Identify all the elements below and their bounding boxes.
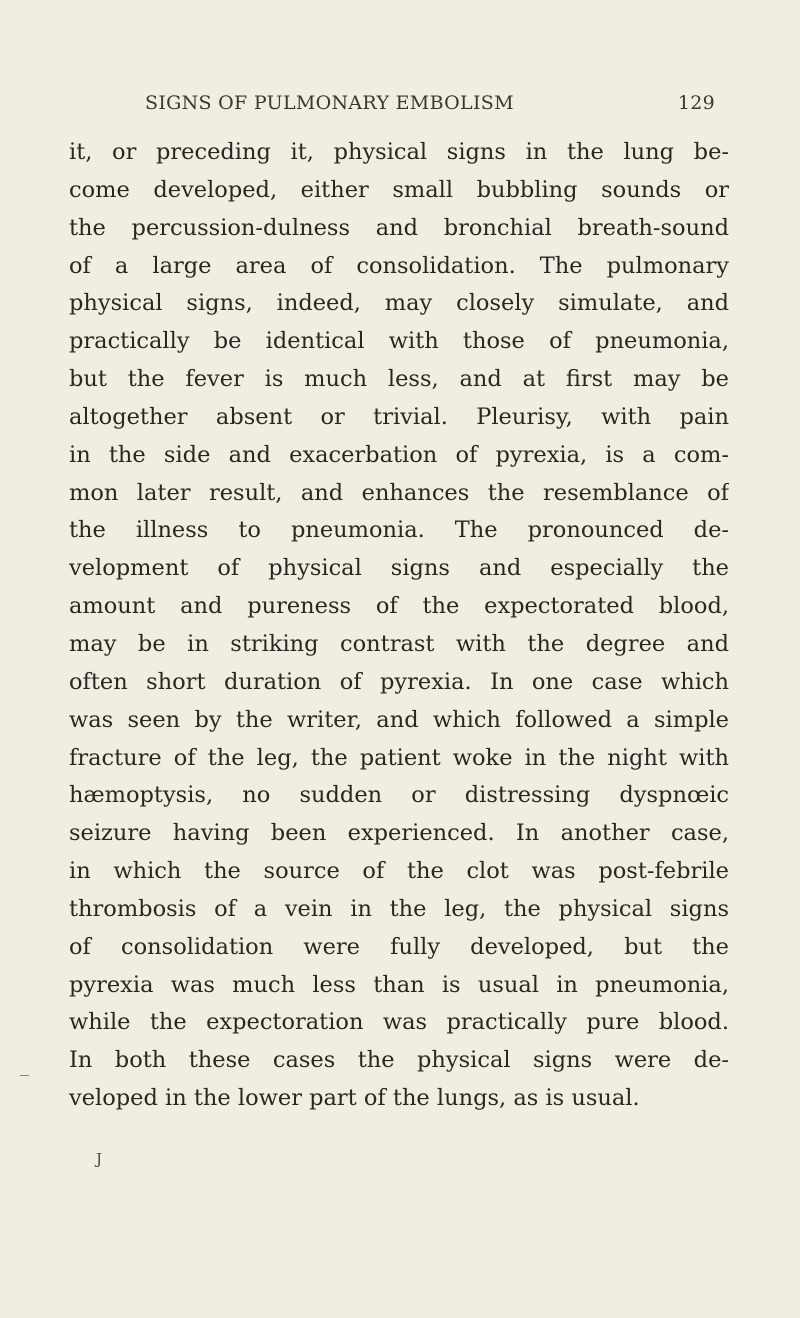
signature-mark: J bbox=[96, 1150, 103, 1168]
text-line: velopment of physical signs and especially the bbox=[69, 555, 729, 582]
running-title: SIGNS OF PULMONARY EMBOLISM bbox=[145, 92, 514, 114]
text-line: but the fever is much less, and at first may be bbox=[69, 366, 729, 393]
text-line: may be in striking contrast with the degree and bbox=[69, 630, 729, 657]
text-line: of consolidation were fully developed, but the bbox=[69, 933, 729, 960]
text-line: come developed, either small bubbling sounds or bbox=[69, 176, 729, 203]
text-line: mon later result, and enhances the resemblance of bbox=[69, 479, 729, 506]
text-line: while the expectoration was practically pure blood. bbox=[69, 1009, 729, 1036]
text-line: veloped in the lower part of the lungs, as is usual. bbox=[69, 1085, 640, 1112]
text-line: fracture of the leg, the patient woke in the night with bbox=[69, 744, 729, 771]
body-paragraph bbox=[69, 134, 729, 1118]
text-line: often short duration of pyrexia. In one case which bbox=[69, 668, 729, 695]
text-line: of a large area of consolidation. The pulmonary bbox=[69, 252, 729, 279]
text-line: thrombosis of a vein in the leg, the physical signs bbox=[69, 895, 729, 922]
text-line: pyrexia was much less than is usual in pneumonia, bbox=[69, 971, 729, 998]
text-line: practically be identical with those of pneumonia, bbox=[69, 328, 729, 355]
text-line: altogether absent or trivial. Pleurisy, with pain bbox=[69, 403, 729, 430]
text-line: physical signs, indeed, may closely simulate, and bbox=[69, 290, 729, 317]
text-line: seizure having been experienced. In another case, bbox=[69, 820, 729, 847]
text-line: In both these cases the physical signs were de- bbox=[69, 1047, 729, 1074]
text-line: was seen by the writer, and which followed a simple bbox=[69, 706, 729, 733]
text-line: it, or preceding it, physical signs in the lung be- bbox=[69, 139, 729, 165]
text-line: amount and pureness of the expectorated blood, bbox=[69, 593, 729, 620]
running-head bbox=[145, 92, 715, 116]
margin-mark bbox=[20, 1075, 29, 1076]
text-line: the percussion-dulness and bronchial breath-sound bbox=[69, 214, 729, 241]
page-number: 129 bbox=[677, 92, 715, 114]
text-line: in which the source of the clot was post-febrile bbox=[69, 858, 729, 885]
text-line: hæmoptysis, no sudden or distressing dyspnœic bbox=[69, 782, 729, 809]
text-line: in the side and exacerbation of pyrexia, is a com- bbox=[69, 441, 729, 468]
text-line: the illness to pneumonia. The pronounced de- bbox=[69, 517, 729, 544]
